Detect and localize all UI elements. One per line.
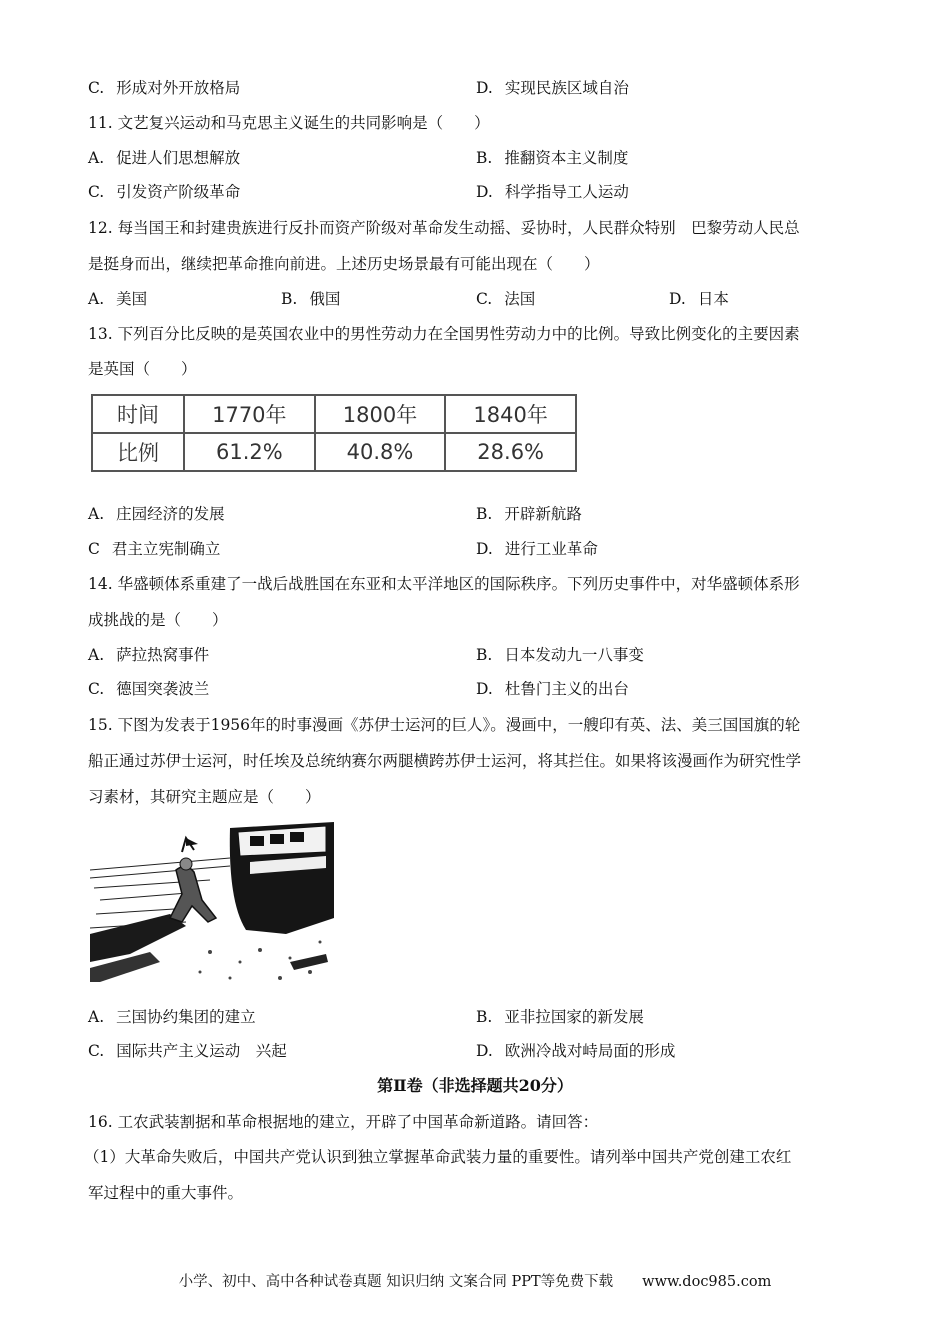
q13-option-d	[476, 537, 598, 559]
q14-stem-line1: 14. 华盛顿体系重建了一战后战胜国在东亚和太平洋地区的国际秩序。下列历史事件中，对华盛顿体系形	[88, 575, 800, 593]
q14-option-b	[476, 643, 644, 665]
q11-stem: 11. 文艺复兴运动和马克思主义诞生的共同影响是（ ）	[88, 114, 490, 132]
q13-stem-line1: 13. 下列百分比反映的是英国农业中的男性劳动力在全国男性劳动力中的比例。导致比例变化的主要因素	[88, 325, 800, 343]
option-text: 实现民族区域自治	[504, 79, 629, 97]
q14-option-d	[476, 677, 629, 699]
q15-stem-line2: 船正通过苏伊士运河，时任埃及总统纳赛尔两腿横跨苏伊士运河，将其拦住。如果将该漫画作为研究性学	[88, 752, 802, 770]
q12-stem-line1: 12. 每当国王和封建贵族进行反扑而资产阶级对革命发生动摇、妥协时，人民群众特别 巴黎劳动人民总	[88, 219, 800, 237]
option-text: 萨拉热窝事件	[116, 646, 210, 664]
q16-stem: 16. 工农武装割据和革命根据地的建立，开辟了中国革命新道路。请回答：	[88, 1113, 599, 1131]
q14-stem-line2: 成挑战的是（ ）	[88, 611, 228, 629]
table-row	[92, 395, 576, 433]
table-cell: 28.6%	[445, 433, 576, 471]
q12-option-c	[476, 287, 535, 309]
option-text: 庄园经济的发展	[116, 505, 225, 523]
q11-option-d	[476, 180, 629, 202]
q12-option-a	[88, 287, 147, 309]
option-text: 形成对外开放格局	[116, 79, 241, 97]
option-label: B.	[281, 290, 298, 308]
table-cell: 1840年	[445, 395, 576, 433]
option-label: A.	[88, 290, 105, 308]
suez-canal-cartoon	[90, 822, 336, 988]
option-label: B.	[476, 149, 493, 167]
option-text: 杜鲁门主义的出台	[504, 680, 629, 698]
option-text: 促进人们思想解放	[116, 149, 241, 167]
option-label: C.	[88, 79, 105, 97]
option-label: B.	[476, 646, 493, 664]
option-label: C.	[88, 183, 105, 201]
q11-option-c	[88, 180, 240, 202]
option-label: B.	[476, 505, 493, 523]
option-label: D.	[669, 290, 686, 308]
q15-option-c	[88, 1039, 287, 1061]
q12-stem-line2: 是挺身而出，继续把革命推向前进。上述历史场景最有可能出现在（ ）	[88, 255, 600, 273]
q13-stem-line2: 是英国（ ）	[88, 360, 197, 378]
q15-option-d	[476, 1039, 675, 1061]
q15-option-b	[476, 1005, 644, 1027]
q15-option-a	[88, 1005, 256, 1027]
option-label: A.	[88, 646, 105, 664]
q11-option-b	[476, 146, 628, 168]
option-text: 俄国	[309, 290, 341, 308]
option-label: C.	[88, 680, 105, 698]
table-row	[92, 433, 576, 471]
option-text: 德国突袭波兰	[116, 680, 210, 698]
option-text: 欧洲冷战对峙局面的形成	[504, 1042, 676, 1060]
option-text: 君主立宪制确立	[111, 540, 221, 558]
q12-option-d	[669, 287, 729, 309]
option-text: 日本	[697, 290, 729, 308]
option-label: A.	[88, 1008, 105, 1026]
option-text: 开辟新航路	[504, 505, 582, 523]
q13-option-c	[88, 537, 220, 559]
option-label: A.	[88, 505, 105, 523]
option-label: D.	[476, 680, 493, 698]
option-text: 美国	[116, 290, 148, 308]
option-label: D.	[476, 183, 493, 201]
table-cell: 1770年	[184, 395, 315, 433]
option-text: 引发资产阶级革命	[116, 183, 241, 201]
q13-option-a	[88, 502, 225, 524]
table-cell: 时间	[92, 395, 184, 433]
option-text: 进行工业革命	[504, 540, 598, 558]
q13-option-b	[476, 502, 582, 524]
table-cell: 61.2%	[184, 433, 315, 471]
option-label: B.	[476, 1008, 493, 1026]
option-label: A.	[88, 149, 105, 167]
q12-option-b	[281, 287, 340, 309]
page-footer: 小学、初中、高中各种试卷真题 知识归纳 文案合同 PPT等免费下载 www.doc985.com	[178, 1274, 772, 1290]
option-label: D.	[476, 540, 493, 558]
option-text: 亚非拉国家的新发展	[504, 1008, 644, 1026]
option-label: D.	[476, 79, 493, 97]
section-title: 第Ⅱ卷（非选择题共20分）	[377, 1076, 573, 1095]
option-text: 法国	[504, 290, 536, 308]
table-cell: 比例	[92, 433, 184, 471]
option-label: C	[88, 540, 100, 558]
option-label: D.	[476, 1042, 493, 1060]
q15-stem-line3: 习素材，其研究主题应是（ ）	[88, 788, 321, 806]
q15-stem-line1: 15. 下图为发表于1956年的时事漫画《苏伊士运河的巨人》。漫画中，一艘印有英、法、美三国国旗的轮	[88, 716, 801, 734]
q16-sub1-line2: 军过程中的重大事件。	[88, 1184, 244, 1202]
q14-option-c	[88, 677, 209, 699]
q10-option-d	[476, 76, 629, 98]
q16-sub1-line1: （1）大革命失败后，中国共产党认识到独立掌握革命武装力量的重要性。请列举中国共产党创建工农红	[84, 1148, 792, 1166]
option-label: C.	[476, 290, 493, 308]
option-text: 国际共产主义运动 兴起	[116, 1042, 287, 1060]
q10-option-c	[88, 76, 240, 98]
q11-option-a	[88, 146, 240, 168]
option-text: 推翻资本主义制度	[504, 149, 629, 167]
option-text: 科学指导工人运动	[504, 183, 629, 201]
option-text: 三国协约集团的建立	[116, 1008, 256, 1026]
q14-option-a	[88, 643, 209, 665]
table-cell: 40.8%	[315, 433, 446, 471]
table-cell: 1800年	[315, 395, 446, 433]
labor-ratio-table	[91, 394, 577, 472]
option-text: 日本发动九一八事变	[504, 646, 644, 664]
option-label: C.	[88, 1042, 105, 1060]
